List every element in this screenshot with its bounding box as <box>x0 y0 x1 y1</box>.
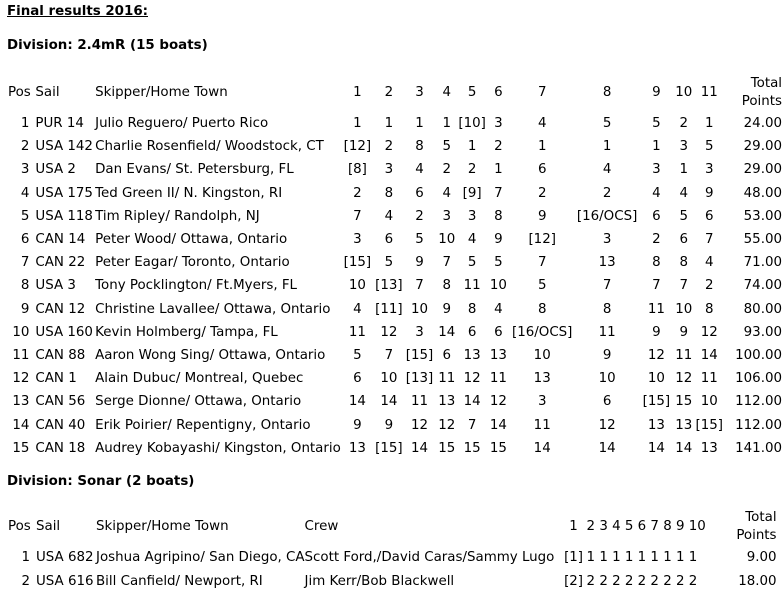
race-cell: 8 <box>415 139 424 155</box>
race-cell: [9] <box>462 185 482 201</box>
total-cell: 141.00 <box>735 440 782 456</box>
pos-cell: 10 <box>12 324 30 340</box>
race-cell: 11 <box>489 371 507 387</box>
race-cell: 12 <box>489 394 507 410</box>
race-cell: 12 <box>700 324 718 340</box>
race-cell: 14 <box>675 440 693 456</box>
sail-cell: CAN 56 <box>35 394 86 410</box>
race-cell: 7 <box>494 185 503 201</box>
header-crew: Crew <box>304 519 339 534</box>
header-races-rest: 2 3 4 5 6 7 8 9 10 <box>586 519 706 534</box>
table-row <box>8 135 782 158</box>
results-table-sonar <box>8 507 777 593</box>
table-row <box>8 251 782 274</box>
race-cell: 2 <box>679 116 688 132</box>
race-cell: 5 <box>467 255 477 271</box>
race-cell: 2 <box>602 185 612 201</box>
sail-cell: CAN 22 <box>35 255 86 271</box>
total-cell: 29.00 <box>743 162 782 178</box>
race-cell: [16/OCS] <box>512 324 573 340</box>
pos-cell: 9 <box>20 301 30 317</box>
sail-cell: CAN 14 <box>35 232 86 248</box>
race-cell: 7 <box>384 347 394 363</box>
race-cell: 10 <box>700 394 718 410</box>
race-cell: 6 <box>353 371 362 387</box>
race-cell: 8 <box>494 208 503 224</box>
race-cell: 13 <box>675 417 693 433</box>
race-cell: 1 <box>494 162 503 178</box>
pos-cell: 5 <box>20 208 30 224</box>
race-cell: [16/OCS] <box>576 208 638 224</box>
race-cell: [15] <box>405 347 434 363</box>
race-cell: 14 <box>410 440 428 456</box>
race-cell: 4 <box>652 185 661 201</box>
sail-cell: PUR 14 <box>35 116 84 132</box>
header-race: 11 <box>700 85 718 100</box>
pos-cell: 8 <box>20 278 30 294</box>
race-cell: 5 <box>652 116 661 132</box>
race-cell: 4 <box>705 255 714 271</box>
race-cell: 11 <box>598 324 616 340</box>
header-sail: Sail <box>36 519 61 534</box>
race-cell: 1 <box>415 116 424 132</box>
race-cell: 8 <box>384 185 394 201</box>
race-cell: 9 <box>705 185 714 201</box>
skipper-cell: Tim Ripley/ Randolph, NJ <box>95 208 260 224</box>
race-cell: [8] <box>347 162 367 178</box>
header-race: 1 <box>353 85 362 100</box>
pos-cell: 6 <box>20 232 30 248</box>
race-cell: 1 <box>467 139 477 155</box>
race-cell: 13 <box>700 440 718 456</box>
race-cell: [2] <box>564 573 584 589</box>
race-cell: 9 <box>415 255 424 271</box>
header-skipper: Skipper/Home Town <box>95 85 228 100</box>
race-cell: 2 <box>494 139 503 155</box>
race-cell: 4 <box>442 185 452 201</box>
race-cell: 10 <box>675 301 693 317</box>
total-cell: 48.00 <box>743 185 782 201</box>
race-cell: 13 <box>438 394 456 410</box>
race-cell: 13 <box>348 440 366 456</box>
race-cell: 9 <box>652 324 661 340</box>
crew-cell: Scott Ford,/David Caras/Sammy Lugo <box>304 550 555 566</box>
race-cell: 15 <box>438 440 456 456</box>
race-cell: 3 <box>602 232 612 248</box>
race-cell: 5 <box>494 255 503 271</box>
race-cell: 6 <box>384 232 394 248</box>
race-cell: [12] <box>343 139 372 155</box>
race-cell: 3 <box>679 139 688 155</box>
race-cell: 10 <box>380 371 398 387</box>
race-cell: 13 <box>647 417 665 433</box>
race-cell: 5 <box>384 255 394 271</box>
total-cell: 93.00 <box>743 324 782 340</box>
total-cell: 100.00 <box>735 347 782 363</box>
race-cell: 1 <box>652 139 661 155</box>
race-cell: [15] <box>375 440 403 456</box>
race-cell: 9 <box>494 232 503 248</box>
table-header-row <box>8 507 777 546</box>
race-cell: 2 <box>705 278 714 294</box>
race-cell: 1 <box>353 116 362 132</box>
table-header-row <box>8 73 782 112</box>
race-cell: 8 <box>467 301 477 317</box>
race-cell: 13 <box>533 371 551 387</box>
total-cell: 53.00 <box>743 208 782 224</box>
header-sail: Sail <box>35 85 60 100</box>
table-row <box>8 390 782 413</box>
race-cell: 3 <box>537 394 547 410</box>
race-cell: [15] <box>642 394 671 410</box>
race-cell: 6 <box>442 347 452 363</box>
table-row <box>8 205 782 228</box>
sail-cell: USA 3 <box>35 278 76 294</box>
skipper-cell: Erik Poirier/ Repentigny, Ontario <box>95 417 311 433</box>
results-table-2-4mr <box>8 73 782 460</box>
header-race: 9 <box>652 85 661 100</box>
table-row <box>8 228 782 251</box>
table-row <box>8 298 782 321</box>
pos-cell: 3 <box>20 162 30 178</box>
header-race: 1 <box>569 519 578 534</box>
pos-cell: 15 <box>12 440 30 456</box>
race-cell: 1 <box>537 139 547 155</box>
header-race: 7 <box>537 85 547 100</box>
race-cell: 2 <box>537 185 547 201</box>
pos-cell: 2 <box>20 139 30 155</box>
header-pos: Pos <box>8 85 31 100</box>
race-cell: 12 <box>380 324 398 340</box>
total-cell: 106.00 <box>735 371 782 387</box>
total-cell: 71.00 <box>743 255 782 271</box>
race-cell: 11 <box>348 324 366 340</box>
race-cell: 10 <box>410 301 428 317</box>
header-race: 5 <box>467 85 477 100</box>
sail-cell: CAN 18 <box>35 440 86 456</box>
race-cell: 3 <box>442 208 452 224</box>
pos-cell: 1 <box>21 550 30 566</box>
skipper-cell: Alain Dubuc/ Montreal, Quebec <box>95 371 304 387</box>
race-cell: 3 <box>467 208 477 224</box>
race-cell: [1] <box>564 550 584 566</box>
sail-cell: USA 175 <box>35 185 93 201</box>
header-race: 10 <box>675 85 693 100</box>
table-row <box>8 158 782 181</box>
pos-cell: 7 <box>20 255 30 271</box>
race-cell: 5 <box>537 278 547 294</box>
sail-cell: USA 2 <box>35 162 76 178</box>
race-cell: 2 <box>652 232 661 248</box>
race-cell: [15] <box>343 255 372 271</box>
race-cell: 10 <box>647 371 665 387</box>
table-row <box>8 367 782 390</box>
race-cell: 14 <box>438 324 456 340</box>
pos-cell: 1 <box>20 116 30 132</box>
race-cell: 7 <box>467 417 477 433</box>
pos-cell: 4 <box>20 185 30 201</box>
header-pos: Pos <box>8 519 31 534</box>
race-cell: 14 <box>700 347 718 363</box>
race-cell: 9 <box>442 301 452 317</box>
total-cell: 29.00 <box>743 139 782 155</box>
pos-cell: 12 <box>12 371 30 387</box>
race-cell: 8 <box>442 278 452 294</box>
race-cell: 12 <box>598 417 616 433</box>
race-cell: 9 <box>537 208 547 224</box>
race-cell: 7 <box>353 208 362 224</box>
race-cell: 15 <box>463 440 481 456</box>
total-cell: 112.00 <box>735 417 782 433</box>
race-cell: 7 <box>652 278 661 294</box>
race-cell: 2 <box>384 139 394 155</box>
race-cell: 11 <box>463 278 481 294</box>
race-cell: 4 <box>537 116 547 132</box>
page-title: Final results 2016: <box>7 4 148 19</box>
race-cell: 8 <box>602 301 612 317</box>
header-race: 2 <box>384 85 394 100</box>
race-cell: 14 <box>463 394 481 410</box>
race-cell: 8 <box>679 255 688 271</box>
race-cell: 3 <box>705 162 714 178</box>
race-cell: 14 <box>598 440 616 456</box>
race-cell: 13 <box>598 255 616 271</box>
race-cell: 13 <box>463 347 481 363</box>
table-row <box>8 546 777 570</box>
skipper-cell: Julio Reguero/ Puerto Rico <box>95 116 269 132</box>
race-cell: 5 <box>415 232 424 248</box>
race-cell: 4 <box>384 208 394 224</box>
table-row <box>8 274 782 297</box>
race-cell: [15] <box>695 417 724 433</box>
race-cell: 1 <box>679 162 688 178</box>
race-cell: 10 <box>598 371 616 387</box>
total-cell: 112.00 <box>735 394 782 410</box>
race-cell: 11 <box>533 417 551 433</box>
race-cell: 8 <box>537 301 547 317</box>
race-cell: 14 <box>489 417 507 433</box>
race-cell: 10 <box>533 347 551 363</box>
race-cell: 1 <box>384 116 394 132</box>
race-cell: 9 <box>679 324 688 340</box>
skipper-cell: Peter Eagar/ Toronto, Ontario <box>95 255 290 271</box>
sail-cell: CAN 1 <box>35 371 77 387</box>
race-cell: 3 <box>353 232 362 248</box>
division-heading-sonar: Division: Sonar (2 boats) <box>7 474 195 489</box>
race-cell: 5 <box>353 347 362 363</box>
race-cell: 4 <box>679 185 688 201</box>
total-cell: 55.00 <box>743 232 782 248</box>
table-row <box>8 344 782 367</box>
race-cell: 13 <box>489 347 507 363</box>
race-cell: 11 <box>438 371 456 387</box>
race-cell: 14 <box>533 440 551 456</box>
total-cell: 18.00 <box>738 573 777 589</box>
skipper-cell: Dan Evans/ St. Petersburg, FL <box>95 162 294 178</box>
skipper-cell: Aaron Wong Sing/ Ottawa, Ontario <box>95 347 326 363</box>
race-cell: 5 <box>442 139 452 155</box>
sail-cell: USA 118 <box>35 208 93 224</box>
header-total: Total Points <box>741 75 782 109</box>
pos-cell: 13 <box>12 394 30 410</box>
race-cell: 14 <box>348 394 366 410</box>
header-race: 8 <box>602 85 612 100</box>
race-cell: 3 <box>415 324 424 340</box>
division-heading-2-4mr: Division: 2.4mR (15 boats) <box>7 38 208 53</box>
skipper-cell: Peter Wood/ Ottawa, Ontario <box>95 232 288 248</box>
sail-cell: USA 616 <box>36 573 94 589</box>
race-cell: 7 <box>679 278 688 294</box>
skipper-cell: Audrey Kobayashi/ Kingston, Ontario <box>95 440 341 456</box>
sail-cell: CAN 12 <box>35 301 86 317</box>
race-cell: 9 <box>353 417 362 433</box>
race-cell: 11 <box>700 371 718 387</box>
sail-cell: CAN 40 <box>35 417 86 433</box>
race-cell: 9 <box>384 417 394 433</box>
pos-cell: 11 <box>12 347 30 363</box>
race-cell: 4 <box>494 301 503 317</box>
table-row <box>8 437 782 460</box>
race-cell: 3 <box>384 162 394 178</box>
races-rest-cell: 2 2 2 2 2 2 2 2 2 <box>586 573 698 589</box>
race-cell: 12 <box>463 371 481 387</box>
race-cell: 15 <box>675 394 693 410</box>
race-cell: 4 <box>353 301 362 317</box>
header-race: 6 <box>494 85 503 100</box>
race-cell: 2 <box>467 162 477 178</box>
race-cell: 6 <box>652 208 661 224</box>
race-cell: 4 <box>415 162 424 178</box>
skipper-cell: Bill Canfield/ Newport, RI <box>96 573 263 589</box>
race-cell: 12 <box>410 417 428 433</box>
race-cell: 6 <box>679 232 688 248</box>
race-cell: 6 <box>415 185 424 201</box>
race-cell: [11] <box>375 301 403 317</box>
total-cell: 24.00 <box>743 116 782 132</box>
race-cell: 1 <box>602 139 612 155</box>
sail-cell: USA 160 <box>35 324 93 340</box>
race-cell: 6 <box>467 324 477 340</box>
race-cell: 1 <box>705 116 714 132</box>
total-cell: 9.00 <box>746 550 777 566</box>
sail-cell: USA 682 <box>36 550 94 566</box>
race-cell: [13] <box>405 371 434 387</box>
skipper-cell: Joshua Agripino/ San Diego, CA <box>96 550 305 566</box>
race-cell: 10 <box>348 278 366 294</box>
race-cell: 9 <box>602 347 612 363</box>
skipper-cell: Ted Green II/ N. Kingston, RI <box>95 185 283 201</box>
race-cell: 4 <box>467 232 477 248</box>
races-rest-cell: 1 1 1 1 1 1 1 1 1 <box>586 550 698 566</box>
race-cell: 12 <box>647 347 665 363</box>
race-cell: 2 <box>415 208 424 224</box>
header-total: Total Points <box>736 509 777 543</box>
race-cell: [12] <box>528 232 556 248</box>
race-cell: 4 <box>602 162 612 178</box>
race-cell: 1 <box>442 116 452 132</box>
race-cell: 7 <box>705 232 714 248</box>
race-cell: 7 <box>602 278 612 294</box>
race-cell: 6 <box>537 162 547 178</box>
header-race: 3 <box>415 85 424 100</box>
race-cell: 10 <box>438 232 456 248</box>
skipper-cell: Charlie Rosenfield/ Woodstock, CT <box>95 139 324 155</box>
race-cell: [13] <box>375 278 403 294</box>
race-cell: 6 <box>705 208 714 224</box>
race-cell: 6 <box>494 324 503 340</box>
table-row <box>8 413 782 436</box>
race-cell: 5 <box>602 116 612 132</box>
race-cell: 11 <box>410 394 428 410</box>
race-cell: 5 <box>679 208 688 224</box>
pos-cell: 14 <box>12 417 30 433</box>
race-cell: 8 <box>705 301 714 317</box>
race-cell: 12 <box>675 371 693 387</box>
race-cell: 5 <box>705 139 714 155</box>
total-cell: 80.00 <box>743 301 782 317</box>
race-cell: 7 <box>442 255 452 271</box>
race-cell: 8 <box>652 255 661 271</box>
total-cell: 74.00 <box>743 278 782 294</box>
crew-cell: Jim Kerr/Bob Blackwell <box>304 573 455 589</box>
pos-cell: 2 <box>21 573 30 589</box>
race-cell: 3 <box>494 116 503 132</box>
skipper-cell: Kevin Holmberg/ Tampa, FL <box>95 324 278 340</box>
race-cell: 15 <box>489 440 507 456</box>
table-row <box>8 321 782 344</box>
sail-cell: USA 142 <box>35 139 93 155</box>
race-cell: 3 <box>652 162 661 178</box>
race-cell: 6 <box>602 394 612 410</box>
skipper-cell: Christine Lavallee/ Ottawa, Ontario <box>95 301 331 317</box>
race-cell: 7 <box>537 255 547 271</box>
race-cell: 11 <box>675 347 693 363</box>
sail-cell: CAN 88 <box>35 347 86 363</box>
table-row <box>8 112 782 135</box>
table-row <box>8 570 777 594</box>
race-cell: 11 <box>647 301 665 317</box>
race-cell: 2 <box>353 185 362 201</box>
skipper-cell: Serge Dionne/ Ottawa, Ontario <box>95 394 302 410</box>
race-cell: 2 <box>442 162 452 178</box>
race-cell: 14 <box>647 440 665 456</box>
table-row <box>8 182 782 205</box>
race-cell: 10 <box>489 278 507 294</box>
race-cell: 7 <box>415 278 424 294</box>
race-cell: [10] <box>458 116 486 132</box>
header-skipper: Skipper/Home Town <box>96 519 229 534</box>
header-race: 4 <box>442 85 452 100</box>
skipper-cell: Tony Pocklington/ Ft.Myers, FL <box>95 278 298 294</box>
race-cell: 12 <box>438 417 456 433</box>
race-cell: 14 <box>380 394 398 410</box>
